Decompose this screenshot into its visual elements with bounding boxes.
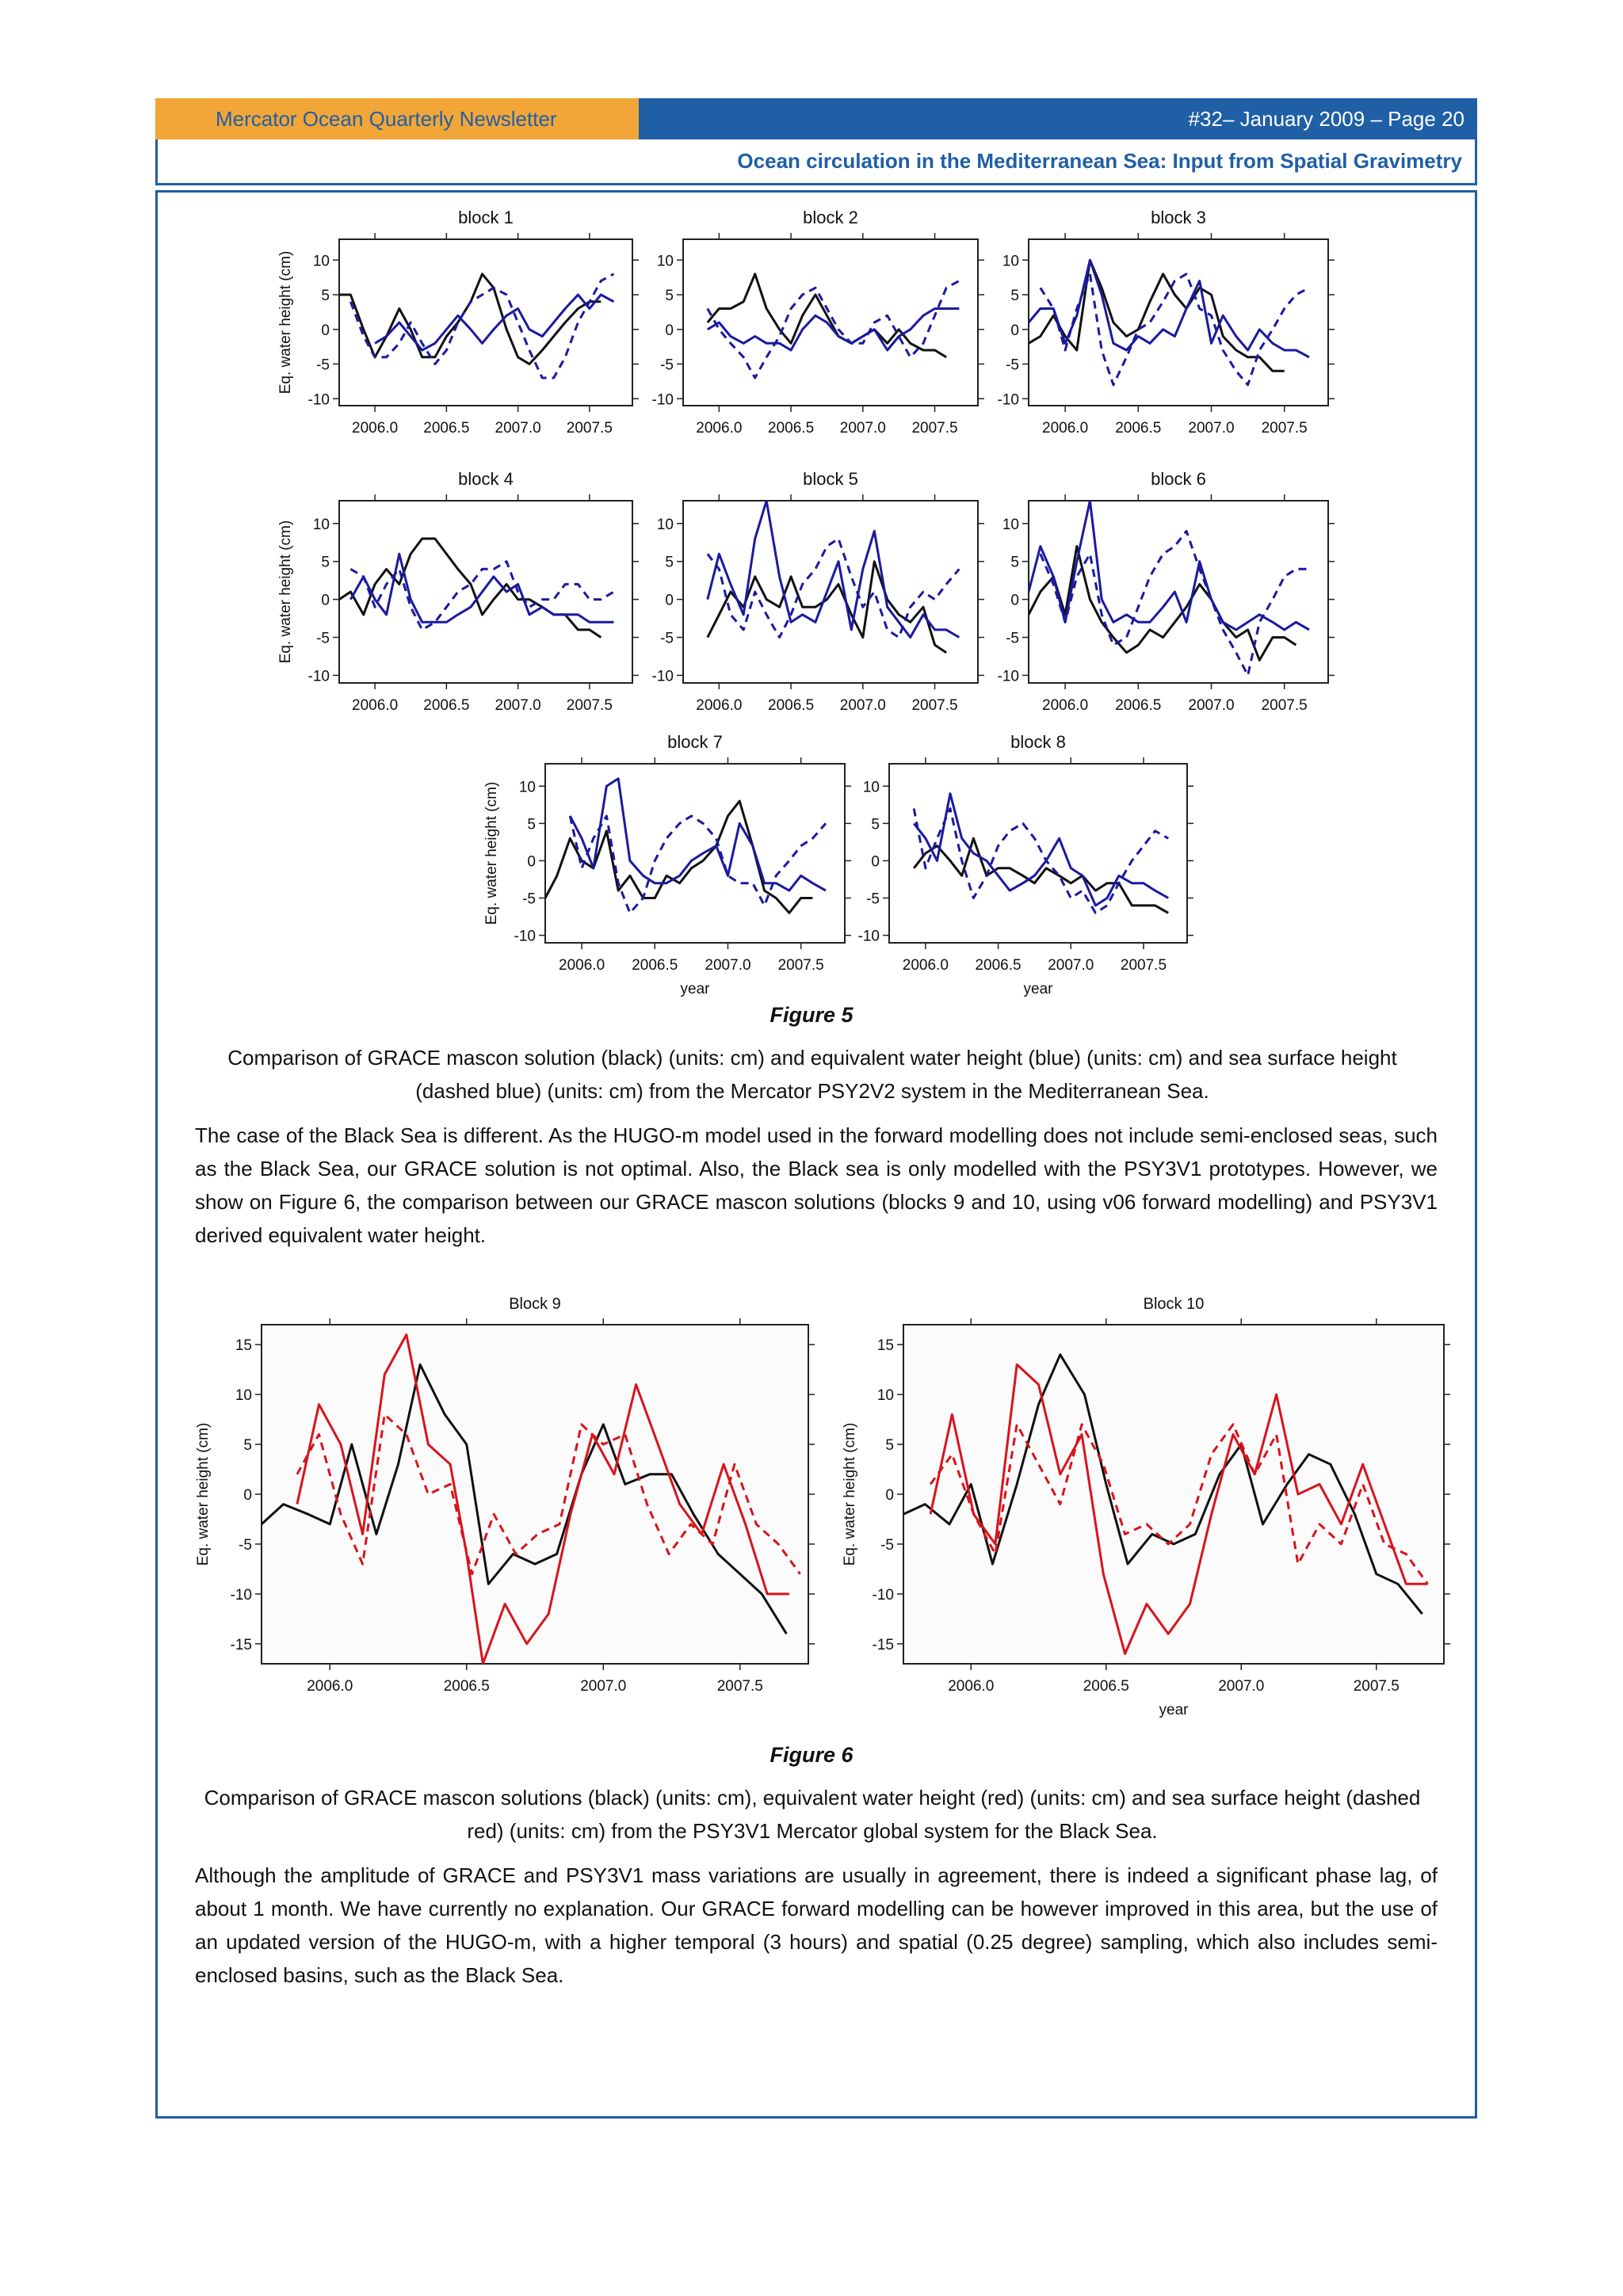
x-tick-label: 2006.5: [975, 957, 1022, 974]
panel-title: block 8: [1010, 732, 1066, 752]
y-tick-label: -10: [997, 668, 1019, 685]
y-tick-label: 15: [235, 1337, 252, 1355]
plot-frame: [903, 1325, 1444, 1664]
y-tick-label: 5: [665, 288, 674, 304]
y-tick-label: -5: [316, 357, 330, 374]
x-tick-label: 2006.0: [948, 1678, 995, 1695]
y-tick-label: 5: [665, 554, 674, 571]
y-tick-label: 0: [885, 1487, 894, 1504]
x-tick-label: 2006.0: [696, 697, 743, 714]
y-tick-label: 5: [321, 554, 330, 571]
y-tick-label: 10: [862, 779, 880, 796]
y-tick-label: 10: [656, 253, 674, 270]
x-tick-label: 2006.5: [423, 697, 470, 714]
x-tick-label: 2006.0: [696, 420, 743, 437]
y-axis-label: Eq. water height (cm): [277, 520, 294, 664]
y-tick-label: -5: [660, 357, 674, 374]
figure6-caption: Comparison of GRACE mascon solutions (black) (units: cm), equivalent water height (red) (units: cm) and sea surface height (dashed red) (units: cm) from the PSY3V1 Mercator global system for the Black Sea.: [204, 1786, 1421, 1843]
y-tick-label: 5: [1010, 554, 1019, 571]
x-tick-label: 2006.5: [1115, 697, 1162, 714]
y-tick-label: 0: [321, 592, 330, 609]
x-tick-label: 2006.0: [352, 420, 399, 437]
y-tick-label: 10: [1002, 516, 1019, 533]
x-tick-label: 2007.0: [1188, 697, 1235, 714]
panel-title: block 3: [1151, 208, 1206, 227]
y-axis-label: Eq. water height (cm): [842, 1422, 858, 1566]
x-tick-label: 2007.5: [1120, 957, 1167, 974]
x-tick-label: 2007.5: [566, 697, 613, 714]
chart-panel-10: [842, 1295, 1450, 1718]
x-tick-label: 2007.0: [495, 420, 541, 437]
x-axis-label: year: [680, 981, 710, 997]
y-tick-label: -10: [514, 928, 536, 945]
panel-title: block 7: [667, 732, 723, 752]
x-tick-label: 2007.5: [1353, 1678, 1400, 1695]
chart-panel-9: [195, 1295, 815, 1695]
x-tick-label: 2007.5: [911, 697, 958, 714]
y-tick-label: -10: [997, 391, 1019, 409]
paragraph-phase-lag: Although the amplitude of GRACE and PSY3V1 mass variations are usually in agreement, there is indeed a significant phase lag, of about 1 month. We have currently no explanation. Our GRACE forward modelling can be however improved in this area, but the use of an updated version of the HUGO-m, with a higher temporal (3 hours) and spatial (0.25 degree) sampling, which also includes semi-enclosed basins, such as the Black Sea.: [195, 1863, 1438, 1987]
panel-title: block 4: [458, 469, 514, 489]
issue-page-label: #32– January 2009 – Page 20: [639, 98, 1477, 139]
y-tick-label: -5: [239, 1536, 252, 1554]
x-tick-label: 2006.0: [1042, 420, 1089, 437]
y-tick-label: 10: [656, 516, 674, 533]
x-tick-label: 2007.0: [1218, 1678, 1265, 1695]
y-tick-label: -5: [1006, 630, 1019, 647]
x-tick-label: 2006.0: [307, 1678, 353, 1695]
y-tick-label: -5: [660, 630, 674, 647]
y-tick-label: -5: [1006, 357, 1019, 374]
y-tick-label: 0: [665, 322, 674, 339]
panel-title: block 2: [803, 208, 858, 227]
y-tick-label: 15: [876, 1337, 894, 1355]
y-tick-label: -10: [651, 668, 674, 685]
y-tick-label: -10: [651, 391, 674, 409]
x-tick-label: 2006.5: [443, 1678, 490, 1695]
y-tick-label: 5: [243, 1437, 252, 1455]
y-tick-label: 0: [871, 853, 880, 871]
y-tick-label: -10: [857, 928, 880, 945]
y-axis-label: Eq. water height (cm): [277, 250, 294, 395]
y-tick-label: 0: [321, 322, 330, 339]
y-tick-label: -10: [230, 1586, 252, 1604]
y-tick-label: 10: [876, 1387, 894, 1405]
y-tick-label: 5: [1010, 288, 1019, 304]
y-tick-label: 0: [527, 853, 536, 871]
x-tick-label: 2006.0: [1042, 697, 1089, 714]
paragraph-black-sea: The case of the Black Sea is different. As the HUGO-m model used in the forward modelling does not include semi-enclosed seas, such as the Black Sea, our GRACE solution is not optimal. Also, the Black sea is only modelled with the PSY3V1 prototypes. However, we show on Figure 6, the comparison between our GRACE mascon solutions (blocks 9 and 10, using v06 forward modelling) and PSY3V1 derived equivalent water height.: [195, 1123, 1438, 1247]
y-tick-label: 10: [1002, 253, 1019, 270]
figure6-title: Figure 6: [769, 1743, 854, 1767]
y-tick-label: 5: [871, 816, 880, 833]
panel-title: block 1: [458, 208, 514, 227]
section-title: Ocean circulation in the Mediterranean Sea: Input from Spatial Gravimetry: [155, 139, 1477, 185]
y-tick-label: -5: [866, 891, 880, 908]
y-tick-label: 0: [243, 1487, 252, 1504]
x-tick-label: 2007.5: [1261, 420, 1308, 437]
x-tick-label: 2006.5: [1115, 420, 1162, 437]
y-tick-label: 10: [312, 516, 330, 533]
y-tick-label: -10: [872, 1586, 894, 1604]
x-tick-label: 2007.0: [1188, 420, 1235, 437]
x-tick-label: 2007.0: [495, 697, 541, 714]
x-tick-label: 2007.5: [566, 420, 613, 437]
x-tick-label: 2007.0: [839, 697, 886, 714]
y-tick-label: 0: [665, 592, 674, 609]
y-tick-label: 0: [1010, 592, 1019, 609]
x-tick-label: 2006.5: [768, 697, 815, 714]
y-tick-label: 0: [1010, 322, 1019, 339]
x-tick-label: 2006.0: [352, 697, 399, 714]
panel-title: block 5: [803, 469, 858, 489]
y-tick-label: 10: [312, 253, 330, 270]
y-tick-label: -5: [522, 891, 536, 908]
x-tick-label: 2007.0: [839, 420, 886, 437]
x-tick-label: 2006.5: [632, 957, 678, 974]
y-tick-label: 5: [527, 816, 536, 833]
x-tick-label: 2007.5: [716, 1678, 763, 1695]
x-axis-label: year: [1159, 1702, 1189, 1718]
y-tick-label: -15: [230, 1636, 252, 1653]
panel-title: Block 9: [509, 1295, 561, 1313]
panel-title: block 6: [1151, 469, 1206, 489]
x-tick-label: 2007.5: [1261, 697, 1308, 714]
y-tick-label: -15: [872, 1636, 894, 1653]
x-tick-label: 2006.0: [559, 957, 605, 974]
y-tick-label: 10: [518, 779, 536, 796]
y-tick-label: 10: [235, 1387, 252, 1405]
x-tick-label: 2006.5: [768, 420, 815, 437]
y-tick-label: -10: [307, 391, 330, 409]
x-tick-label: 2007.5: [777, 957, 824, 974]
figure5-title: Figure 5: [769, 1003, 854, 1027]
x-axis-label: year: [1023, 981, 1053, 997]
panel-title: Block 10: [1143, 1295, 1205, 1313]
x-tick-label: 2007.0: [1048, 957, 1094, 974]
x-tick-label: 2007.0: [580, 1678, 627, 1695]
y-tick-label: -5: [316, 630, 330, 647]
y-tick-label: -5: [880, 1536, 894, 1554]
x-tick-label: 2006.5: [423, 420, 470, 437]
y-tick-label: 5: [885, 1437, 894, 1455]
y-axis-label: Eq. water height (cm): [483, 781, 500, 925]
x-tick-label: 2007.5: [911, 420, 958, 437]
y-axis-label: Eq. water height (cm): [195, 1422, 212, 1566]
y-tick-label: 5: [321, 288, 330, 304]
y-tick-label: -10: [307, 668, 330, 685]
x-tick-label: 2006.0: [902, 957, 949, 974]
x-tick-label: 2006.5: [1083, 1678, 1129, 1695]
x-tick-label: 2007.0: [705, 957, 751, 974]
figure5-caption: Comparison of GRACE mascon solution (black) (units: cm) and equivalent water height (blue) (units: cm) and sea surface height (dashed blue) (units: cm) from the Mercator PSY2V2 system in the Mediterranean Sea.: [227, 1046, 1397, 1103]
newsletter-title: Mercator Ocean Quarterly Newsletter: [155, 98, 639, 139]
